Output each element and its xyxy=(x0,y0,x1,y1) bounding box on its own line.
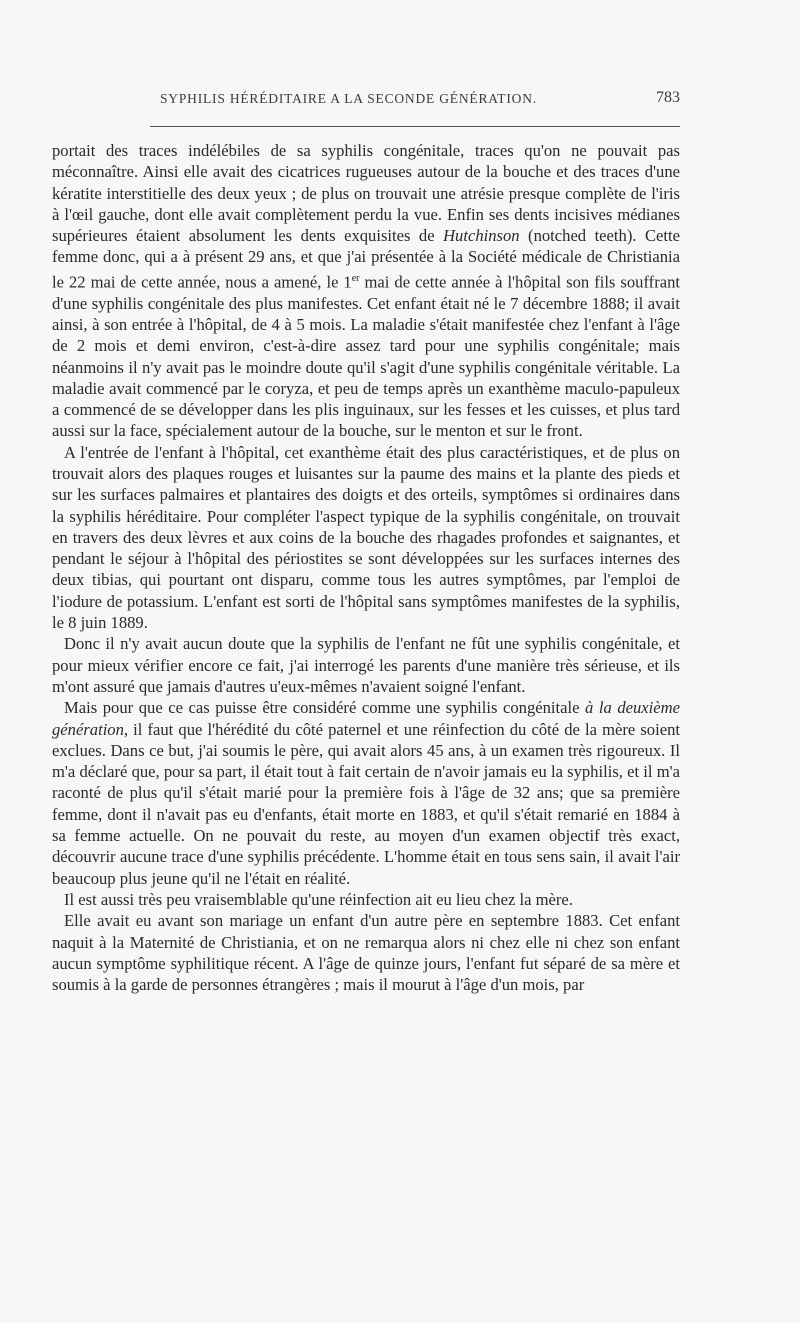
paragraph: Elle avait eu avant son mariage un enfant d'un autre père en septembre 1883. Cet enfant naquit à la Maternité de Christiania, et on ne remarqua alors ni chez elle ni chez son enfant aucun symptôme syphilitique récent. A l'âge de quinze jours, l'enfant fut séparé de sa mère et soumis à la garde de personnes étrangères ; mais il mourut à l'âge d'un mois, par xyxy=(52,911,680,995)
italic-phrase: à la deuxième génération xyxy=(52,698,680,739)
paragraph-text: portait des traces indélébiles de sa syphilis congénitale, traces qu'on ne pouvait pas méconnaître. Ainsi elle avait des cicatrices rugueuses autour de la bouche et des traces d'une kératite interstitielle des deux yeux ; de plus on trouvait une atrésie presque complète de l'iris à l'œil gauche, dont elle avait complètement perdu la vue. Enfin ses dents incisives médianes supérieures étaient absolument les dents exquisites de xyxy=(52,141,680,246)
ordinal-superscript: er xyxy=(351,272,360,284)
header-rule xyxy=(150,126,680,127)
paragraph: Donc il n'y avait aucun doute que la syphilis de l'enfant ne fût une syphilis congénitale, et pour mieux vérifier encore ce fait, j'ai interrogé les parents d'une manière très sérieuse, et ils m'ont assuré que jamais d'autres u'eux-mêmes n'avaient soigné l'enfant. xyxy=(52,634,680,696)
paragraph-text: , il faut que l'hérédité du côté paternel et une réinfection du côté de la mère soient exclues. Dans ce but, j'ai soumis le père, qui avait alors 45 ans, à un examen très rigoureux. Il m'a déclaré que, pour sa part, il était tout à fait certain de n'avoir jamais eu la syphilis, et il m'a raconté de plus qu'il s'était marié pour la première fois à l'âge de 32 ans; que sa première femme, dont il n'avait pas eu d'enfants, était morte en 1883, et qu'il s'était remarié en 1884 à sa femme actuelle. On ne pouvait du reste, au moyen d'un examen objectif très exact, découvrir aucune trace d'une syphilis précédente. L'homme était en tous sens sain, il avait l'air beaucoup plus jeune qu'il ne l'était en réalité. xyxy=(52,719,680,888)
page-number: 783 xyxy=(656,89,680,106)
author-name: Hutchinson xyxy=(443,226,520,246)
paragraph: A l'entrée de l'enfant à l'hôpital, cet exanthème était des plus caractéristiques, et de plus on trouvait alors des plaques rouges et luisantes sur la paume des mains et la plante des pieds et sur les surfaces palmaires et plantaires des doigts et des orteils, symptômes si ordinaires dans la syphilis héréditaire. Pour compléter l'aspect typique de la syphilis congénitale, on trouvait en travers des deux lèvres et aux coins de la bouche des rhagades profondes et saignantes, et pendant le séjour à l'hôpital des périostites se sont développées sur les surfaces internes des deux tibias, qui pourtant ont disparu, comme tous les autres symptômes, par l'emploi de l'iodure de potassium. L'enfant est sorti de l'hôpital sans symptômes manifestes de la syphilis, le 8 juin 1889. xyxy=(52,442,680,633)
body-text xyxy=(52,140,680,995)
paragraph xyxy=(52,697,680,889)
running-title: SYPHILIS HÉRÉDITAIRE A LA SECONDE GÉNÉRATION. xyxy=(160,91,537,106)
paragraph xyxy=(52,140,680,442)
paragraph-text: (notched teeth). Cette femme donc, qui a à présent 29 ans, et que j'ai présentée à la Société médicale de Christiania le 22 mai de cette année, nous a amené, le 1 xyxy=(52,226,680,292)
paragraph: Il est aussi très peu vraisemblable qu'une réinfection ait eu lieu chez la mère. xyxy=(64,889,573,909)
paragraph-text: Mais pour que ce cas puisse être considéré comme une syphilis congénitale xyxy=(64,698,586,718)
paragraph-text: mai de cette année à l'hôpital son fils souffrant d'une syphilis congénitale des plus manifestes. Cet enfant était né le 7 décembre 1888; il avait ainsi, à son entrée à l'hôpital, de 4 à 5 mois. La maladie s'était manifestée chez l'enfant à l'âge de 2 mois et demi environ, c'est-à-dire assez tard pour une syphilis congénitale; mais néanmoins il n'y avait pas le moindre doute qu'il s'agit d'une syphilis congénitale véritable. La maladie avait commencé par le coryza, et peu de temps après un exanthème maculo-papuleux a commencé de se développer dans les plis inguinaux, sur les fesses et les cuisses, et plus tard aussi sur la face, spécialement autour de la bouche, sur le menton et sur le front. xyxy=(52,272,680,441)
running-head xyxy=(60,91,680,111)
